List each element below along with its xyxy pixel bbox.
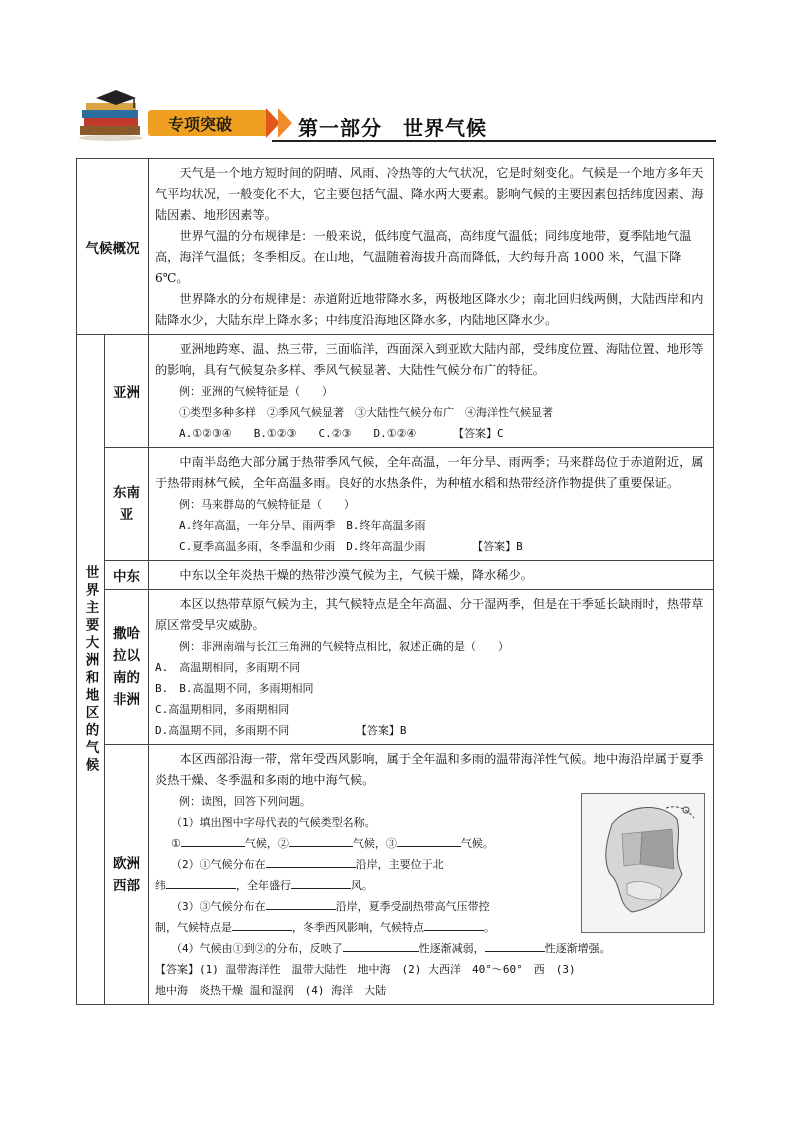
asia-choices: A.①②③④ B.①②③ C.②③ D.①②④: [179, 427, 417, 440]
southeast-asia-answer: 【答案】B: [472, 540, 523, 553]
europe-q1-part-b: 气候，②: [244, 837, 289, 850]
europe-q4-part-c: 性逐渐增强。: [544, 942, 611, 955]
southeast-asia-row: [77, 448, 714, 561]
europe-q3-part-e: 。: [484, 921, 495, 934]
blank-q4-a[interactable]: [343, 938, 419, 952]
asia-answer: 【答案】C: [452, 427, 504, 440]
middle-east-content: [149, 561, 714, 590]
africa-row: [77, 590, 714, 745]
europe-q3-part-c: 制，气候特点是: [155, 921, 232, 934]
asia-question: 例：亚洲的气候特征是（ ）: [179, 385, 333, 398]
africa-paragraph: 本区以热带草原气候为主，其气候特点是全年高温、分干湿两季，但是在干季延长缺雨时，热带草原区常受旱灾威胁。: [155, 597, 704, 632]
southeast-asia-paragraph: 中南半岛绝大部分属于热带季风气候，全年高温，一年分旱、雨两季；马来群岛位于赤道附近，属于热带雨林气候，全年高温多雨。良好的水热条件，为种植水稻和热带经济作物提供了重要保证。: [155, 455, 704, 490]
europe-q3-part-a: （3）③气候分布在: [171, 900, 266, 913]
blank-q3-winter[interactable]: [424, 917, 484, 931]
chevron-right-icon: [278, 108, 292, 138]
blank-climate-1[interactable]: [181, 833, 245, 847]
middle-east-label: 中东: [105, 561, 149, 590]
europe-q4-part-b: 性逐渐减弱，: [418, 942, 485, 955]
middle-east-row: [77, 561, 714, 590]
page-title: 第一部分 世界气候: [298, 116, 487, 140]
title-rule: [272, 140, 716, 142]
africa-option-b: B. B.高温期不同，多雨期相同: [155, 682, 314, 695]
europe-answer-line1: 【答案】(1) 温带海洋性 温带大陆性 地中海 (2) 大西洋 40°～60° 西 (3): [155, 963, 576, 976]
western-europe-row: [77, 745, 714, 1005]
blank-q4-b[interactable]: [485, 938, 545, 952]
blank-q2-coast[interactable]: [266, 854, 356, 868]
europe-q2-part-c: 纬: [155, 879, 166, 892]
overview-content: [149, 159, 714, 335]
europe-q2-part-a: （2）①气候分布在: [171, 858, 266, 871]
section-banner: [76, 90, 716, 148]
southeast-asia-option-ab: A.终年高温，一年分旱、雨两季 B.终年高温多雨: [179, 519, 426, 532]
europe-q2-part-d: ，全年盛行: [236, 879, 291, 892]
western-europe-content: [149, 745, 714, 1005]
africa-label-text: 撒哈拉以南的非洲: [113, 626, 140, 708]
europe-q3-part-d: ，冬季西风影响，气候特点: [292, 921, 424, 934]
asia-label: 亚洲: [105, 335, 149, 448]
section-label: 世界主要大洲和地区的气候: [82, 564, 99, 775]
africa-content: [149, 590, 714, 745]
special-topic-label: 专项突破: [168, 115, 233, 134]
western-europe-label: [105, 745, 149, 1005]
asia-options: ①类型多种多样 ②季风气候显著 ③大陆性气候分布广 ④海洋性气候显著: [179, 406, 553, 419]
africa-question: 例：非洲南端与长江三角洲的气候特点相比，叙述正确的是（ ）: [179, 640, 509, 653]
europe-q2-part-e: 风。: [351, 879, 373, 892]
special-topic-tag: [148, 110, 268, 136]
western-europe-paragraph: 本区西部沿海一带，常年受西风影响，属于全年温和多雨的温带海洋性气候。地中海沿岸属于夏季炎热干燥、冬季温和多雨的地中海气候。: [155, 752, 704, 787]
overview-row: [77, 159, 714, 335]
africa-option-a: A. 高温期相同，多雨期不同: [155, 661, 301, 674]
asia-paragraph: 亚洲地跨寒、温、热三带，三面临洋，西面深入到亚欧大陆内部，受纬度位置、海陆位置、地形等的影响，具有气候复杂多样、季风气候显著、大陆性气候分布广的特征。: [155, 342, 704, 377]
africa-answer: 【答案】B: [355, 724, 407, 737]
southeast-asia-label: [105, 448, 149, 561]
blank-q2-latitude[interactable]: [166, 875, 236, 889]
overview-label: 气候概况: [77, 159, 149, 335]
europe-map-graphic: [582, 794, 704, 932]
overview-p3: 世界降水的分布规律是：赤道附近地带降水多，两极地区降水少；南北回归线两侧，大陆西岸和内陆降水少，大陆东岸上降水多；中纬度沿海地区降水多，内陆地区降水少。: [155, 292, 704, 327]
asia-row: [77, 335, 714, 448]
europe-q3-part-b: 沿岸，夏季受副热带高气压带控: [335, 900, 490, 913]
blank-q3-coast[interactable]: [266, 896, 336, 910]
southeast-asia-question: 例：马来群岛的气候特征是（ ）: [179, 498, 355, 511]
western-europe-label-text: 欧洲西部: [113, 855, 140, 894]
europe-question: 例：读图，回答下列问题。: [179, 795, 311, 808]
asia-content: [149, 335, 714, 448]
southeast-asia-option-cd: C.夏季高温多雨，冬季温和少雨 D.终年高温少雨: [179, 540, 426, 553]
europe-answer-line2: 地中海 炎热干燥 温和湿润 (4) 海洋 大陆: [155, 984, 387, 997]
blank-q2-wind[interactable]: [291, 875, 351, 889]
europe-q1-part-d: 气候。: [460, 837, 494, 850]
europe-q1-part-c: 气候，③: [352, 837, 397, 850]
section-label-cell: [77, 335, 105, 1005]
blank-q3-summer[interactable]: [232, 917, 292, 931]
africa-option-c: C.高温期相同，多雨期相同: [155, 703, 290, 716]
climate-table: [76, 158, 714, 1005]
europe-q1-part-a: ①: [171, 837, 181, 850]
books-graduation-cap-icon: [76, 90, 146, 142]
southeast-asia-content: [149, 448, 714, 561]
blank-climate-3[interactable]: [397, 833, 461, 847]
europe-q4-part-a: （4）气候由①到②的分布，反映了: [171, 942, 343, 955]
europe-climate-map: [581, 793, 705, 933]
overview-p1: 天气是一个地方短时间的阴晴、风雨、冷热等的大气状况，它是时刻变化。气候是一个地方多年天气平均状况，一般变化不大，它主要包括气温、降水两大要素。影响气候的主要因素包括纬度因素、海陆因素、地形因素等。: [155, 166, 704, 222]
africa-option-d: D.高温期不同，多雨期不同: [155, 724, 290, 737]
middle-east-paragraph: 中东以全年炎热干燥的热带沙漠气候为主，气候干燥，降水稀少。: [179, 568, 533, 582]
overview-p2: 世界气温的分布规律是：一般来说，低纬度气温高，高纬度气温低；同纬度地带，夏季陆地气温高，海洋气温低；冬季相反。在山地，气温随着海拔升高而降低，大约每升高 1000 米，气温下降 6℃。: [155, 229, 692, 285]
africa-label: [105, 590, 149, 745]
europe-q1: （1）填出图中字母代表的气候类型名称。: [171, 816, 376, 829]
europe-q2-part-b: 沿岸，主要位于北: [355, 858, 444, 871]
southeast-asia-label-text: 东南亚: [113, 485, 140, 523]
blank-climate-2[interactable]: [289, 833, 353, 847]
